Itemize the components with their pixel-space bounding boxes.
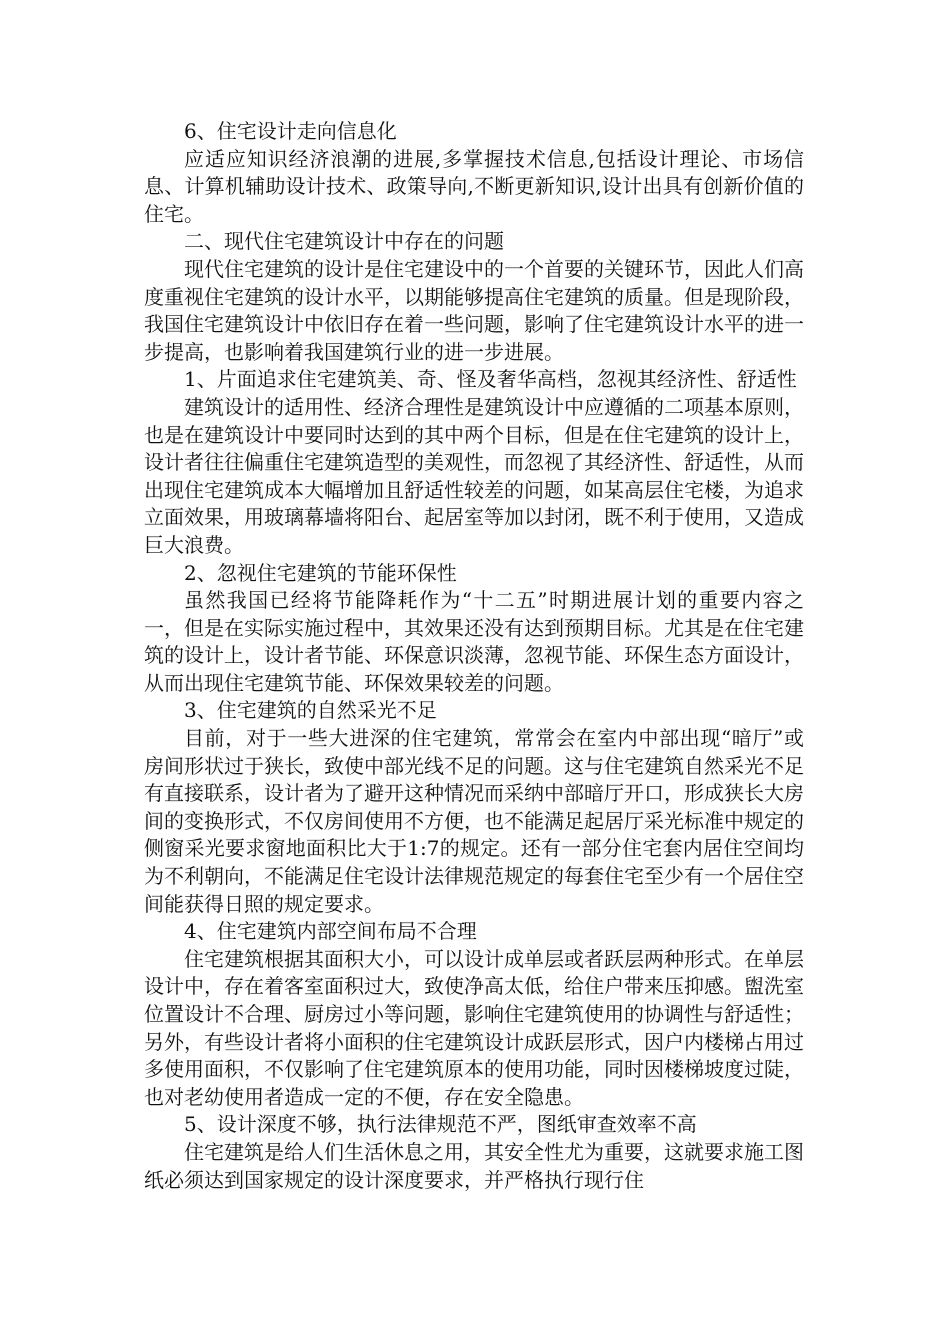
paragraph-depth: 住宅建筑是给人们生活休息之用，其安全性尤为重要，这就要求施工图纸必须达到国家规定的设计深度要求，并严格执行现行住 [144, 1139, 804, 1192]
heading-1-aesthetics: 1、片面追求住宅建筑美、奇、怪及奢华高档，忽视其经济性、舒适性 [184, 367, 797, 392]
paragraph-daylight: 目前，对于一些大进深的住宅建筑，常常会在室内中部出现“暗厅”或房间形状过于狭长，致使中部光线不足的问题。这与住宅建筑自然采光不足有直接联系，设计者为了避开这种情况而采纳中部暗厅开口，形成狭长大房间的变换形式，不仅房间使用不方便，也不能满足起居厅采光标准中规定的侧窗采光要求窗地面积比大于1:7的规定。还有一部分住宅套内居住空间均为不利朝向，不能满足住宅设计法律规范规定的每套住宅至少有一个居住空间能获得日照的规定要求。 [144, 726, 804, 916]
heading-2-energy: 2、忽视住宅建筑的节能环保性 [184, 560, 457, 585]
document-page [144, 118, 804, 1194]
heading-4-layout: 4、住宅建筑内部空间布局不合理 [184, 919, 477, 944]
section-heading-problems: 二、现代住宅建筑设计中存在的问题 [184, 229, 504, 254]
heading-6-informatization: 6、住宅设计走向信息化 [184, 119, 397, 143]
paragraph-aesthetics: 建筑设计的适用性、经济合理性是建筑设计中应遵循的二项基本原则，也是在建筑设计中要同时达到的其中两个目标，但是在住宅建筑的设计上，设计者往往偏重住宅建筑造型的美观性，而忽视了其经济性、舒适性，从而出现住宅建筑成本大幅增加且舒适性较差的问题，如某高层住宅楼，为追求立面效果，用玻璃幕墙将阳台、起居室等加以封闭，既不利于使用，又造成巨大浪费。 [144, 394, 804, 557]
paragraph-problems-intro: 现代住宅建筑的设计是住宅建设中的一个首要的关键环节，因此人们高度重视住宅建筑的设计水平，以期能够提高住宅建筑的质量。但是现阶段，我国住宅建筑设计中依旧存在着一些问题，影响了住宅建筑设计水平的进一步提高，也影响着我国建筑行业的进一步进展。 [144, 256, 804, 364]
paragraph-informatization: 应适应知识经济浪潮的进展,多掌握技术信息,包括设计理论、市场信息、计算机辅助设计技术、政策导向,不断更新知识,设计出具有创新价值的住宅。 [144, 146, 804, 226]
heading-5-depth: 5、设计深度不够，执行法律规范不严，图纸审查效率不高 [184, 1112, 697, 1137]
paragraph-energy: 虽然我国已经将节能降耗作为“十二五”时期进展计划的重要内容之一，但是在实际实施过程中，其效果还没有达到预期目标。尤其是在住宅建筑的设计上，设计者节能、环保意识淡薄，忽视节能、环保生态方面设计，从而出现住宅建筑节能、环保效果较差的问题。 [144, 588, 804, 695]
heading-3-daylight: 3、住宅建筑的自然采光不足 [184, 698, 437, 723]
paragraph-layout: 住宅建筑根据其面积大小，可以设计成单层或者跃层两种形式。在单层设计中，存在着客室面积过大，致使净高太低，给住户带来压抑感。盥洗室位置设计不合理、厨房过小等问题，影响住宅建筑使用的协调性与舒适性；另外，有些设计者将小面积的住宅建筑设计成跃层形式，因户内楼梯占用过多使用面积，不仅影响了住宅建筑原本的使用功能，同时因楼梯坡度过陡，也对老幼使用者造成一定的不便，存在安全隐患。 [144, 946, 804, 1109]
